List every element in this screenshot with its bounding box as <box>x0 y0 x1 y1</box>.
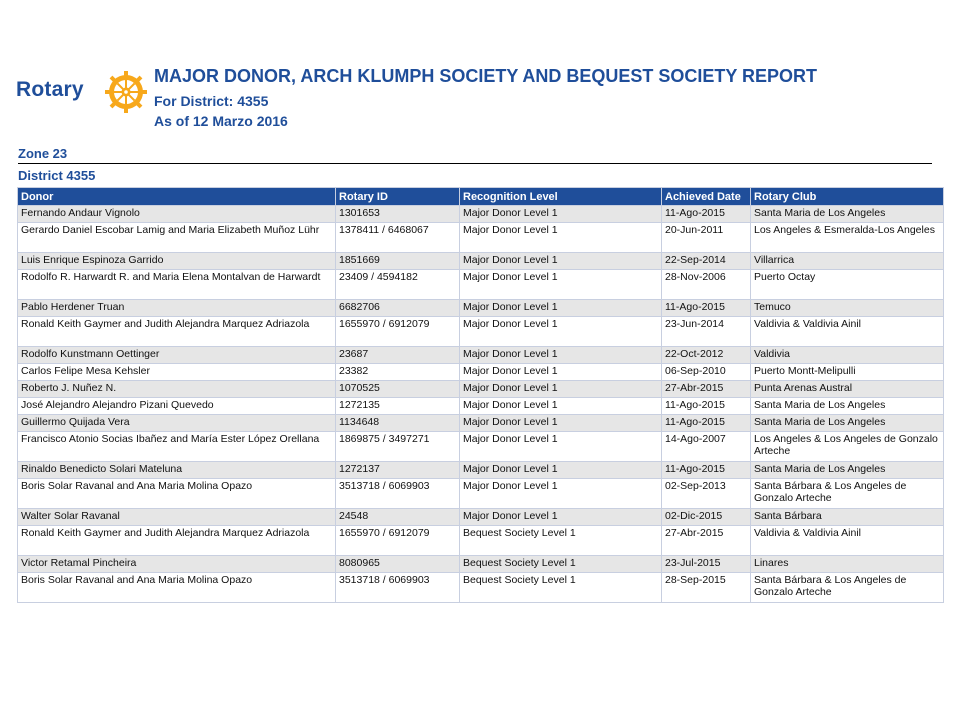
table-row <box>18 526 944 556</box>
cell-rotary-id: 3513718 / 6069903 <box>336 573 460 603</box>
cell-rotary-club: Puerto Octay <box>751 270 944 300</box>
cell-recognition-level: Major Donor Level 1 <box>460 432 662 462</box>
cell-rotary-id: 1134648 <box>336 415 460 432</box>
district-line: For District: 4355 <box>154 93 269 109</box>
zone-heading: Zone 23 <box>18 146 68 161</box>
cell-rotary-id: 24548 <box>336 509 460 526</box>
cell-rotary-club: Santa Maria de Los Angeles <box>751 206 944 223</box>
cell-recognition-level: Bequest Society Level 1 <box>460 526 662 556</box>
cell-rotary-club: Villarrica <box>751 253 944 270</box>
table-row <box>18 509 944 526</box>
cell-achieved-date: 22-Oct-2012 <box>662 347 751 364</box>
table-row <box>18 398 944 415</box>
cell-donor: Rinaldo Benedicto Solari Mateluna <box>18 462 336 479</box>
cell-recognition-level: Major Donor Level 1 <box>460 206 662 223</box>
cell-recognition-level: Major Donor Level 1 <box>460 347 662 364</box>
cell-rotary-id: 8080965 <box>336 556 460 573</box>
cell-achieved-date: 23-Jul-2015 <box>662 556 751 573</box>
table-row <box>18 556 944 573</box>
cell-rotary-club: Puerto Montt-Melipulli <box>751 364 944 381</box>
table-row <box>18 206 944 223</box>
cell-recognition-level: Bequest Society Level 1 <box>460 573 662 603</box>
table-row <box>18 347 944 364</box>
cell-rotary-club: Punta Arenas Austral <box>751 381 944 398</box>
cell-rotary-id: 1655970 / 6912079 <box>336 526 460 556</box>
cell-achieved-date: 28-Nov-2006 <box>662 270 751 300</box>
table-row <box>18 432 944 462</box>
cell-achieved-date: 11-Ago-2015 <box>662 206 751 223</box>
cell-rotary-club: Santa Maria de Los Angeles <box>751 415 944 432</box>
cell-recognition-level: Major Donor Level 1 <box>460 398 662 415</box>
cell-rotary-club: Los Angeles & Esmeralda-Los Angeles <box>751 223 944 253</box>
cell-rotary-club: Santa Bárbara & Los Angeles de Gonzalo Arteche <box>751 479 944 509</box>
cell-rotary-id: 23409 / 4594182 <box>336 270 460 300</box>
rotary-wheel-icon <box>104 70 148 114</box>
cell-achieved-date: 23-Jun-2014 <box>662 317 751 347</box>
cell-achieved-date: 11-Ago-2015 <box>662 462 751 479</box>
col-header-donor: Donor <box>18 188 336 206</box>
cell-rotary-club: Valdivia & Valdivia Ainil <box>751 526 944 556</box>
cell-rotary-id: 3513718 / 6069903 <box>336 479 460 509</box>
date-line: As of 12 Marzo 2016 <box>154 113 288 129</box>
cell-achieved-date: 11-Ago-2015 <box>662 300 751 317</box>
cell-recognition-level: Major Donor Level 1 <box>460 381 662 398</box>
table-row <box>18 415 944 432</box>
cell-recognition-level: Major Donor Level 1 <box>460 415 662 432</box>
cell-recognition-level: Major Donor Level 1 <box>460 364 662 381</box>
cell-donor: Roberto J. Nuñez N. <box>18 381 336 398</box>
rotary-logo <box>16 68 136 114</box>
cell-achieved-date: 14-Ago-2007 <box>662 432 751 462</box>
cell-rotary-id: 1272135 <box>336 398 460 415</box>
cell-donor: Ronald Keith Gaymer and Judith Alejandra Marquez Adriazola <box>18 317 336 347</box>
cell-achieved-date: 28-Sep-2015 <box>662 573 751 603</box>
cell-donor: Ronald Keith Gaymer and Judith Alejandra Marquez Adriazola <box>18 526 336 556</box>
cell-recognition-level: Major Donor Level 1 <box>460 223 662 253</box>
cell-achieved-date: 02-Dic-2015 <box>662 509 751 526</box>
cell-rotary-id: 1272137 <box>336 462 460 479</box>
cell-rotary-club: Santa Maria de Los Angeles <box>751 398 944 415</box>
cell-rotary-id: 1869875 / 3497271 <box>336 432 460 462</box>
cell-achieved-date: 06-Sep-2010 <box>662 364 751 381</box>
cell-achieved-date: 02-Sep-2013 <box>662 479 751 509</box>
cell-donor: Boris Solar Ravanal and Ana Maria Molina Opazo <box>18 573 336 603</box>
cell-recognition-level: Major Donor Level 1 <box>460 270 662 300</box>
cell-achieved-date: 27-Abr-2015 <box>662 381 751 398</box>
table-row <box>18 381 944 398</box>
cell-recognition-level: Bequest Society Level 1 <box>460 556 662 573</box>
cell-rotary-club: Linares <box>751 556 944 573</box>
cell-donor: Rodolfo R. Harwardt R. and Maria Elena Montalvan de Harwardt <box>18 270 336 300</box>
cell-rotary-id: 23687 <box>336 347 460 364</box>
cell-recognition-level: Major Donor Level 1 <box>460 462 662 479</box>
logo-text: Rotary <box>16 78 84 101</box>
cell-rotary-club: Valdivia <box>751 347 944 364</box>
cell-donor: Boris Solar Ravanal and Ana Maria Molina Opazo <box>18 479 336 509</box>
cell-donor: Rodolfo Kunstmann Oettinger <box>18 347 336 364</box>
cell-rotary-id: 1851669 <box>336 253 460 270</box>
district-heading: District 4355 <box>18 168 96 183</box>
cell-rotary-club: Santa Maria de Los Angeles <box>751 462 944 479</box>
table-row <box>18 253 944 270</box>
cell-achieved-date: 11-Ago-2015 <box>662 415 751 432</box>
donor-table <box>17 187 944 603</box>
cell-rotary-id: 6682706 <box>336 300 460 317</box>
cell-donor: Francisco Atonio Socias Ibañez and María Ester López Orellana <box>18 432 336 462</box>
cell-rotary-id: 1378411 / 6468067 <box>336 223 460 253</box>
cell-donor: Luis Enrique Espinoza Garrido <box>18 253 336 270</box>
cell-achieved-date: 27-Abr-2015 <box>662 526 751 556</box>
col-header-achieved-date: Achieved Date <box>662 188 751 206</box>
table-row <box>18 270 944 300</box>
cell-donor: Fernando Andaur Vignolo <box>18 206 336 223</box>
cell-achieved-date: 11-Ago-2015 <box>662 398 751 415</box>
col-header-recognition-level: Recognition Level <box>460 188 662 206</box>
col-header-rotary-club: Rotary Club <box>751 188 944 206</box>
cell-rotary-id: 1655970 / 6912079 <box>336 317 460 347</box>
cell-donor: Pablo Herdener Truan <box>18 300 336 317</box>
cell-donor: José Alejandro Alejandro Pizani Quevedo <box>18 398 336 415</box>
cell-recognition-level: Major Donor Level 1 <box>460 479 662 509</box>
cell-donor: Walter Solar Ravanal <box>18 509 336 526</box>
cell-rotary-club: Santa Bárbara <box>751 509 944 526</box>
table-row <box>18 573 944 603</box>
cell-achieved-date: 22-Sep-2014 <box>662 253 751 270</box>
table-row <box>18 479 944 509</box>
cell-rotary-club: Valdivia & Valdivia Ainil <box>751 317 944 347</box>
table-row <box>18 223 944 253</box>
report-title: MAJOR DONOR, ARCH KLUMPH SOCIETY AND BEQUEST SOCIETY REPORT <box>154 66 818 86</box>
cell-recognition-level: Major Donor Level 1 <box>460 300 662 317</box>
cell-rotary-club: Los Angeles & Los Angeles de Gonzalo Arteche <box>751 432 944 462</box>
table-row <box>18 462 944 479</box>
cell-donor: Victor Retamal Pincheira <box>18 556 336 573</box>
table-row <box>18 317 944 347</box>
cell-rotary-id: 23382 <box>336 364 460 381</box>
cell-donor: Guillermo Quijada Vera <box>18 415 336 432</box>
cell-achieved-date: 20-Jun-2011 <box>662 223 751 253</box>
cell-rotary-id: 1301653 <box>336 206 460 223</box>
table-header-row <box>18 188 944 206</box>
table-row <box>18 300 944 317</box>
cell-rotary-id: 1070525 <box>336 381 460 398</box>
cell-recognition-level: Major Donor Level 1 <box>460 509 662 526</box>
cell-rotary-club: Santa Bárbara & Los Angeles de Gonzalo Arteche <box>751 573 944 603</box>
col-header-rotary-id: Rotary ID <box>336 188 460 206</box>
cell-donor: Gerardo Daniel Escobar Lamig and Maria Elizabeth Muñoz Lühr <box>18 223 336 253</box>
cell-donor: Carlos Felipe Mesa Kehsler <box>18 364 336 381</box>
cell-rotary-club: Temuco <box>751 300 944 317</box>
cell-recognition-level: Major Donor Level 1 <box>460 317 662 347</box>
cell-recognition-level: Major Donor Level 1 <box>460 253 662 270</box>
divider <box>18 163 932 164</box>
table-row <box>18 364 944 381</box>
